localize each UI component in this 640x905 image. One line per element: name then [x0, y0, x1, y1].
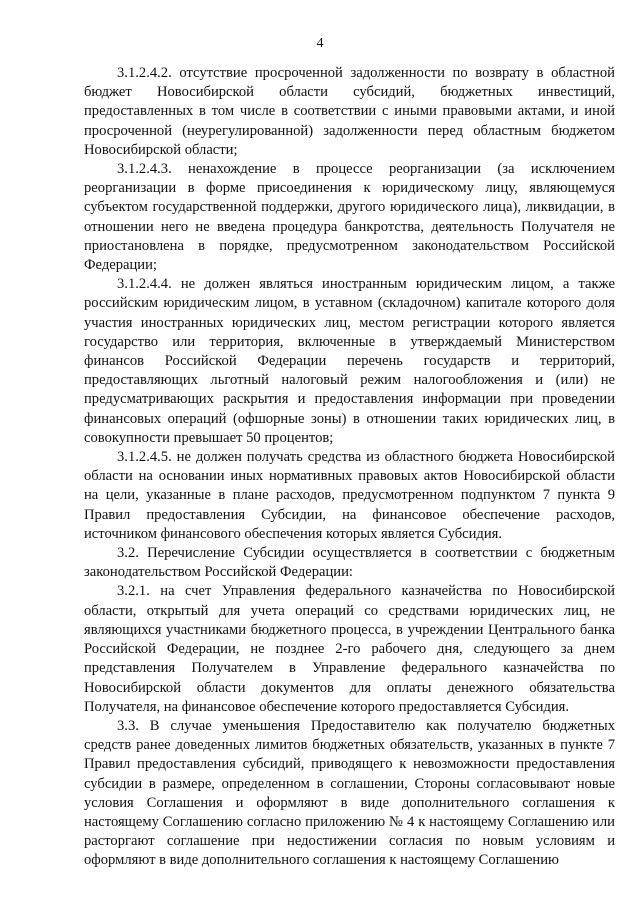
- paragraph-3-3: 3.3. В случае уменьшения Предоставителю как получателю бюджетных средств ранее доведенных лимитов бюджетных обязательств, указанных в пункте 7 Правил предоставления субсидий, приводящего к невозможности предоставления субсидии в размере, определенном в соглашении, Стороны согласовывают новые условия Соглашения и оформляют в виде дополнительного соглашения к настоящему Соглашению согласно приложению № 4 к настоящему Соглашению или расторгают соглашение при недостижении согласия по новым условиям и оформляют в виде дополнительного соглашения к настоящему Соглашению: [84, 717, 615, 869]
- paragraph-3-1-2-4-5: 3.1.2.4.5. не должен получать средства из областного бюджета Новосибирской области на основании иных нормативных правовых актов Новосибирской области на цели, указанные в плане расходов, предусмотренном подпунктом 7 пункта 9 Правил предоставления Субсидии, на финансовое обеспечение расходов, источником финансового обеспечения которых является Субсидия.: [84, 449, 615, 542]
- paragraph-3-1-2-4-3: 3.1.2.4.3. ненахождение в процессе реорганизации (за исключением реорганизации в форме присоединения к юридическому лицу, являющемуся субъектом государственной поддержки, другого юридического лица), ликвидации, в отношении него не введена процедура банкротства, деятельность Получателя не приостановлена в порядке, предусмотренном законодательством Российской Федерации;: [84, 161, 615, 274]
- paragraph-3-2: 3.2. Перечисление Субсидии осуществляется в соответствии с бюджетным законодательством Российской Федерации:: [84, 545, 615, 581]
- paragraph-3-2-1: 3.2.1. на счет Управления федерального казначейства по Новосибирской области, открытый для учета операций со средствами юридических лиц, не являющихся участниками бюджетного процесса, в учреждении Центрального банка Российской Федерации, не позднее 2-го рабочего дня, следующего за днем представления Получателем в Управление федерального казначейства по Новосибирской области документов для оплаты денежного обязательства Получателя, на финансовое обеспечение которого предоставляется Субсидия.: [84, 583, 615, 715]
- paragraph-3-1-2-4-2: 3.1.2.4.2. отсутствие просроченной задолженности по возврату в областной бюджет Новосибирской области субсидий, бюджетных инвестиций, предоставленных в том числе в соответствии с иными правовыми актами, и иной просроченной (неурегулированной) задолженности перед областным бюджетом Новосибирской области;: [84, 65, 615, 158]
- page-number: 4: [316, 36, 324, 51]
- body-text: [84, 64, 615, 871]
- paragraph-3-1-2-4-4: 3.1.2.4.4. не должен являться иностранным юридическим лицом, а также российским юридическим лицом, в уставном (складочном) капитале которого доля участия иностранных юридических лиц, местом регистрации которого является государство или территория, включенные в утверждаемый Министерством финансов Российской Федерации перечень государств и территорий, предоставляющих льготный налоговый режим налогообложения и (или) не предусматривающих раскрытия и предоставления информации при проведении финансовых операций (офшорные зоны) в отношении таких юридических лиц, в совокупности превышает 50 процентов;: [84, 276, 615, 446]
